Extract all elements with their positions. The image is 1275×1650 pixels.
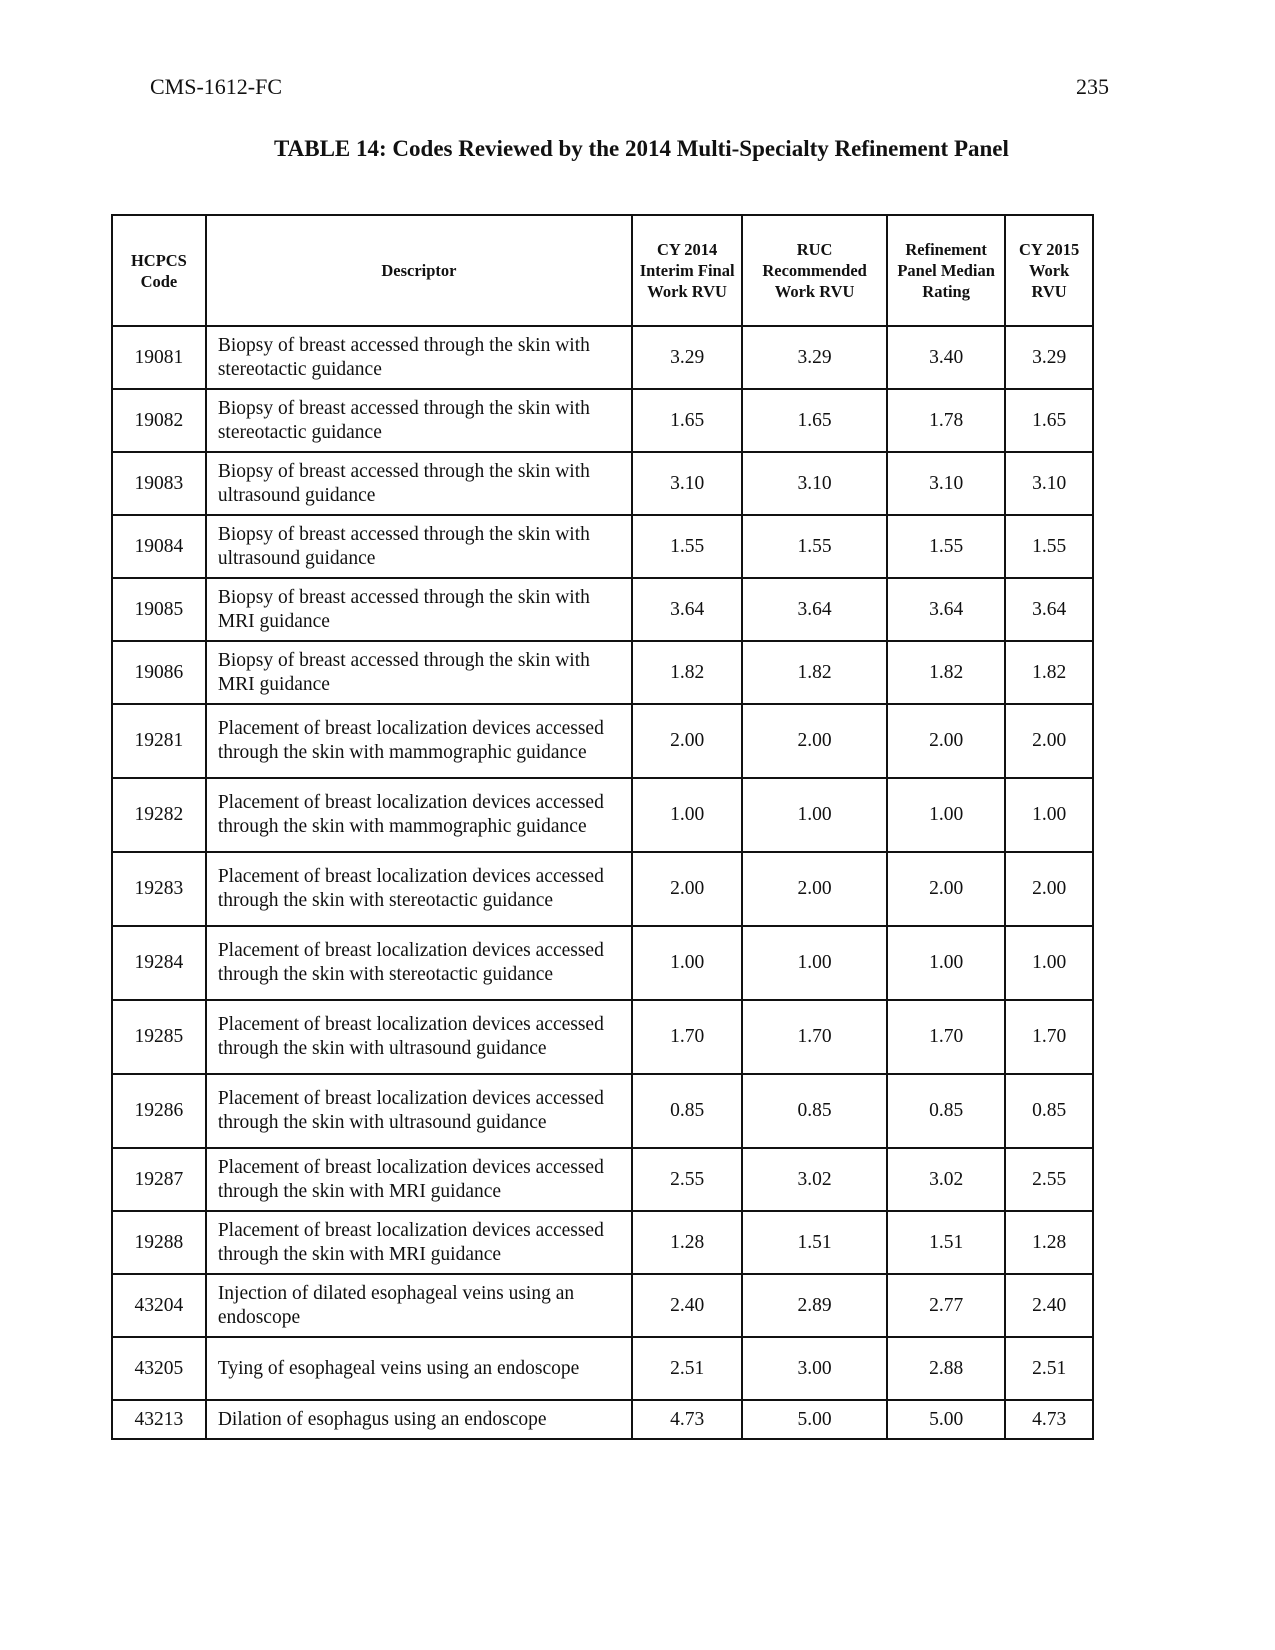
cell-refinement-panel-rating: 1.51 bbox=[887, 1211, 1005, 1274]
cell-cy2015-rvu: 1.28 bbox=[1005, 1211, 1093, 1274]
cell-cy2015-rvu: 3.64 bbox=[1005, 578, 1093, 641]
page-number: 235 bbox=[1076, 74, 1109, 99]
cell-descriptor: Injection of dilated esophageal veins using an endoscope bbox=[206, 1274, 632, 1337]
cell-refinement-panel-rating: 3.02 bbox=[887, 1148, 1005, 1211]
table-row bbox=[112, 515, 1093, 578]
table-row bbox=[112, 704, 1093, 778]
cell-cy2015-rvu: 2.00 bbox=[1005, 704, 1093, 778]
cell-hcpcs-code: 19086 bbox=[112, 641, 206, 704]
cell-cy2014-interim-rvu: 2.00 bbox=[632, 704, 742, 778]
cell-ruc-recommended-rvu: 2.89 bbox=[742, 1274, 887, 1337]
cell-hcpcs-code: 19285 bbox=[112, 1000, 206, 1074]
cell-cy2014-interim-rvu: 0.85 bbox=[632, 1074, 742, 1148]
cell-ruc-recommended-rvu: 2.00 bbox=[742, 852, 887, 926]
cell-ruc-recommended-rvu: 1.70 bbox=[742, 1000, 887, 1074]
cell-cy2014-interim-rvu: 4.73 bbox=[632, 1400, 742, 1439]
table-title: TABLE 14: Codes Reviewed by the 2014 Multi-Specialty Refinement Panel bbox=[274, 136, 1009, 161]
cell-cy2014-interim-rvu: 3.29 bbox=[632, 326, 742, 389]
column-header-descriptor: Descriptor bbox=[206, 215, 632, 326]
cell-cy2015-rvu: 1.00 bbox=[1005, 926, 1093, 1000]
cell-ruc-recommended-rvu: 1.65 bbox=[742, 389, 887, 452]
cell-cy2014-interim-rvu: 1.82 bbox=[632, 641, 742, 704]
cell-cy2015-rvu: 2.55 bbox=[1005, 1148, 1093, 1211]
cell-refinement-panel-rating: 3.64 bbox=[887, 578, 1005, 641]
cell-ruc-recommended-rvu: 3.10 bbox=[742, 452, 887, 515]
table-row bbox=[112, 1337, 1093, 1400]
cell-descriptor: Placement of breast localization devices accessed through the skin with MRI guidance bbox=[206, 1211, 632, 1274]
cell-ruc-recommended-rvu: 3.00 bbox=[742, 1337, 887, 1400]
cell-cy2014-interim-rvu: 2.55 bbox=[632, 1148, 742, 1211]
cell-descriptor: Biopsy of breast accessed through the skin with stereotactic guidance bbox=[206, 389, 632, 452]
column-header-cy2014-interim-rvu: CY 2014 Interim Final Work RVU bbox=[632, 215, 742, 326]
column-header-refinement-panel-rating: Refinement Panel Median Rating bbox=[887, 215, 1005, 326]
cell-hcpcs-code: 19281 bbox=[112, 704, 206, 778]
table-row bbox=[112, 852, 1093, 926]
cell-hcpcs-code: 19082 bbox=[112, 389, 206, 452]
document-id: CMS-1612-FC bbox=[150, 74, 283, 99]
table-body bbox=[112, 326, 1093, 1439]
table-row bbox=[112, 1148, 1093, 1211]
cell-refinement-panel-rating: 2.00 bbox=[887, 704, 1005, 778]
cell-ruc-recommended-rvu: 3.02 bbox=[742, 1148, 887, 1211]
table-row bbox=[112, 1074, 1093, 1148]
cell-cy2014-interim-rvu: 3.10 bbox=[632, 452, 742, 515]
cell-descriptor: Placement of breast localization devices accessed through the skin with mammographic guidance bbox=[206, 778, 632, 852]
cell-refinement-panel-rating: 0.85 bbox=[887, 1074, 1005, 1148]
table-row bbox=[112, 1211, 1093, 1274]
cell-refinement-panel-rating: 1.82 bbox=[887, 641, 1005, 704]
cell-hcpcs-code: 19288 bbox=[112, 1211, 206, 1274]
cell-cy2015-rvu: 1.00 bbox=[1005, 778, 1093, 852]
cell-hcpcs-code: 19283 bbox=[112, 852, 206, 926]
cell-cy2014-interim-rvu: 1.55 bbox=[632, 515, 742, 578]
cell-ruc-recommended-rvu: 3.64 bbox=[742, 578, 887, 641]
cell-hcpcs-code: 43205 bbox=[112, 1337, 206, 1400]
cell-ruc-recommended-rvu: 1.00 bbox=[742, 778, 887, 852]
cell-descriptor: Tying of esophageal veins using an endoscope bbox=[206, 1337, 632, 1400]
cell-cy2015-rvu: 1.82 bbox=[1005, 641, 1093, 704]
cell-descriptor: Placement of breast localization devices accessed through the skin with stereotactic guidance bbox=[206, 926, 632, 1000]
cell-descriptor: Biopsy of breast accessed through the skin with ultrasound guidance bbox=[206, 515, 632, 578]
cell-cy2015-rvu: 1.55 bbox=[1005, 515, 1093, 578]
table-row bbox=[112, 578, 1093, 641]
cell-cy2015-rvu: 3.29 bbox=[1005, 326, 1093, 389]
cell-refinement-panel-rating: 3.10 bbox=[887, 452, 1005, 515]
cell-hcpcs-code: 19284 bbox=[112, 926, 206, 1000]
table-row bbox=[112, 389, 1093, 452]
cell-cy2014-interim-rvu: 1.65 bbox=[632, 389, 742, 452]
cell-hcpcs-code: 19084 bbox=[112, 515, 206, 578]
cell-cy2015-rvu: 2.00 bbox=[1005, 852, 1093, 926]
cell-descriptor: Dilation of esophagus using an endoscope bbox=[206, 1400, 632, 1439]
cell-descriptor: Biopsy of breast accessed through the skin with MRI guidance bbox=[206, 578, 632, 641]
cell-descriptor: Placement of breast localization devices accessed through the skin with MRI guidance bbox=[206, 1148, 632, 1211]
cell-descriptor: Placement of breast localization devices accessed through the skin with ultrasound guidance bbox=[206, 1074, 632, 1148]
cell-ruc-recommended-rvu: 0.85 bbox=[742, 1074, 887, 1148]
cell-descriptor: Biopsy of breast accessed through the skin with stereotactic guidance bbox=[206, 326, 632, 389]
cell-ruc-recommended-rvu: 2.00 bbox=[742, 704, 887, 778]
cell-ruc-recommended-rvu: 1.82 bbox=[742, 641, 887, 704]
cell-cy2014-interim-rvu: 2.51 bbox=[632, 1337, 742, 1400]
column-header-ruc-recommended-rvu: RUC Recommended Work RVU bbox=[742, 215, 887, 326]
cell-hcpcs-code: 19286 bbox=[112, 1074, 206, 1148]
cell-descriptor: Placement of breast localization devices accessed through the skin with ultrasound guidance bbox=[206, 1000, 632, 1074]
cell-descriptor: Placement of breast localization devices accessed through the skin with mammographic guidance bbox=[206, 704, 632, 778]
table-row bbox=[112, 1274, 1093, 1337]
cell-cy2014-interim-rvu: 1.70 bbox=[632, 1000, 742, 1074]
table-row bbox=[112, 926, 1093, 1000]
cell-cy2014-interim-rvu: 1.00 bbox=[632, 926, 742, 1000]
cell-descriptor: Biopsy of breast accessed through the skin with MRI guidance bbox=[206, 641, 632, 704]
cell-hcpcs-code: 19085 bbox=[112, 578, 206, 641]
cell-cy2015-rvu: 0.85 bbox=[1005, 1074, 1093, 1148]
cell-cy2015-rvu: 2.40 bbox=[1005, 1274, 1093, 1337]
table-row bbox=[112, 1400, 1093, 1439]
table-row bbox=[112, 1000, 1093, 1074]
cell-cy2015-rvu: 4.73 bbox=[1005, 1400, 1093, 1439]
cell-ruc-recommended-rvu: 5.00 bbox=[742, 1400, 887, 1439]
table-header-row bbox=[112, 215, 1093, 326]
table-row bbox=[112, 778, 1093, 852]
cell-hcpcs-code: 19083 bbox=[112, 452, 206, 515]
cell-refinement-panel-rating: 1.00 bbox=[887, 778, 1005, 852]
cell-refinement-panel-rating: 1.78 bbox=[887, 389, 1005, 452]
column-header-hcpcs-code: HCPCS Code bbox=[112, 215, 206, 326]
cell-refinement-panel-rating: 1.00 bbox=[887, 926, 1005, 1000]
cell-refinement-panel-rating: 5.00 bbox=[887, 1400, 1005, 1439]
cell-ruc-recommended-rvu: 1.00 bbox=[742, 926, 887, 1000]
cell-cy2015-rvu: 1.70 bbox=[1005, 1000, 1093, 1074]
cell-cy2014-interim-rvu: 1.00 bbox=[632, 778, 742, 852]
cell-ruc-recommended-rvu: 3.29 bbox=[742, 326, 887, 389]
column-header-cy2015-rvu: CY 2015 Work RVU bbox=[1005, 215, 1093, 326]
cell-descriptor: Biopsy of breast accessed through the skin with ultrasound guidance bbox=[206, 452, 632, 515]
rvu-table bbox=[111, 214, 1094, 1440]
cell-descriptor: Placement of breast localization devices accessed through the skin with stereotactic guidance bbox=[206, 852, 632, 926]
cell-refinement-panel-rating: 1.55 bbox=[887, 515, 1005, 578]
cell-cy2015-rvu: 1.65 bbox=[1005, 389, 1093, 452]
cell-hcpcs-code: 19282 bbox=[112, 778, 206, 852]
cell-refinement-panel-rating: 2.00 bbox=[887, 852, 1005, 926]
table-row bbox=[112, 452, 1093, 515]
cell-refinement-panel-rating: 2.88 bbox=[887, 1337, 1005, 1400]
cell-cy2014-interim-rvu: 2.40 bbox=[632, 1274, 742, 1337]
cell-refinement-panel-rating: 3.40 bbox=[887, 326, 1005, 389]
cell-ruc-recommended-rvu: 1.51 bbox=[742, 1211, 887, 1274]
cell-hcpcs-code: 19081 bbox=[112, 326, 206, 389]
table-row bbox=[112, 641, 1093, 704]
cell-hcpcs-code: 43213 bbox=[112, 1400, 206, 1439]
cell-cy2015-rvu: 2.51 bbox=[1005, 1337, 1093, 1400]
cell-cy2015-rvu: 3.10 bbox=[1005, 452, 1093, 515]
cell-hcpcs-code: 19287 bbox=[112, 1148, 206, 1211]
table-row bbox=[112, 326, 1093, 389]
cell-cy2014-interim-rvu: 1.28 bbox=[632, 1211, 742, 1274]
cell-refinement-panel-rating: 1.70 bbox=[887, 1000, 1005, 1074]
cell-ruc-recommended-rvu: 1.55 bbox=[742, 515, 887, 578]
cell-cy2014-interim-rvu: 2.00 bbox=[632, 852, 742, 926]
cell-hcpcs-code: 43204 bbox=[112, 1274, 206, 1337]
cell-cy2014-interim-rvu: 3.64 bbox=[632, 578, 742, 641]
cell-refinement-panel-rating: 2.77 bbox=[887, 1274, 1005, 1337]
